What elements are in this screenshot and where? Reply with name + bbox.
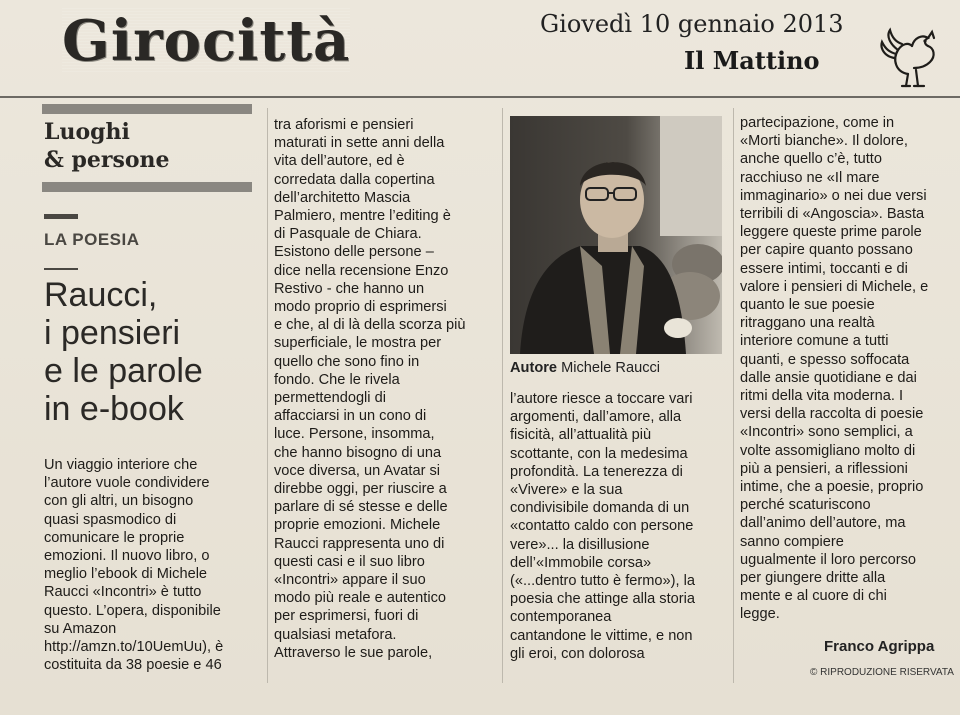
rubric-bottom-bar xyxy=(42,182,252,192)
article-text-line: sanno compiere xyxy=(740,533,844,550)
article-text-line: di Pasquale de Chiara. xyxy=(274,226,422,243)
article-text-line: questo. L’opera, disponibile xyxy=(44,602,221,619)
rooster-logo-icon xyxy=(878,24,948,90)
caption-label: Autore xyxy=(510,360,558,376)
column-divider xyxy=(733,108,734,683)
article-text-line: intime, che a poesie, proprio xyxy=(740,479,924,496)
article-text-line: valore i pensieri di Michele, e xyxy=(740,278,929,295)
article-text-line: dalle ansie quotidiane e dai xyxy=(740,369,917,386)
author-photo-illustration xyxy=(510,116,722,354)
article-text-line: affacciarsi in un cono di xyxy=(274,408,427,425)
article-text-line: dell’«Immobile corsa» xyxy=(510,554,652,571)
article-text-line: Restivo - che hanno un xyxy=(274,280,425,297)
headline-line: e le parole xyxy=(44,352,203,390)
kicker-rule xyxy=(44,214,78,219)
article-text-line: tra aforismi e pensieri xyxy=(274,117,414,133)
article-text-line: permettendogli di xyxy=(274,390,386,407)
article-text-line: ugualmente il loro percorso xyxy=(740,551,917,568)
article-text-line: proprie emozioni. Michele xyxy=(274,517,441,534)
article-column-3 xyxy=(510,390,732,663)
article-text-line: questi casi e il suo libro xyxy=(274,553,425,570)
article-text-line: modo più reale e autentico xyxy=(274,590,446,607)
article-text-line: quello che sono fino in xyxy=(274,353,420,370)
article-text-line: per giungere dritte alla xyxy=(740,570,886,587)
article-text-line: qualsiasi metafora. xyxy=(274,626,397,643)
article-text-line: corredata dalla copertina xyxy=(274,171,435,188)
article-text-line: su Amazon xyxy=(44,620,117,637)
rubric-line-2: & persone xyxy=(44,147,170,173)
article-text-line: costituita da 38 poesie e 46 xyxy=(44,657,222,674)
article-text-line: «Vivere» e la sua xyxy=(510,482,623,499)
article-text-line: più a pensieri, a riflessioni xyxy=(740,460,908,477)
publication-date: Giovedì 10 gennaio 2013 xyxy=(540,10,844,38)
article-text-line: con gli altri, un bisogno xyxy=(44,493,194,510)
article-text-line: («...dentro tutto è fermo»), la xyxy=(510,573,695,590)
article-text-line: gli eroi, con dolorosa xyxy=(510,645,645,662)
article-text-line: anche quello c’è, tutto xyxy=(740,151,882,168)
article-text-line: partecipazione, come in xyxy=(740,115,895,131)
section-rubric xyxy=(44,118,254,174)
article-text-line: per esprimersi, fuori di xyxy=(274,608,419,625)
article-text-line: quanto le sue poesie xyxy=(740,297,875,314)
newspaper-name: Il Mattino xyxy=(684,46,820,75)
article-text-line: direbbe oggi, per riuscire a xyxy=(274,481,447,498)
kicker: LA POESIA xyxy=(44,230,140,249)
author-photo xyxy=(510,116,722,354)
photo-caption xyxy=(510,360,660,376)
article-text-line: immaginario» o nei due versi xyxy=(740,187,927,204)
article-column-2 xyxy=(274,116,496,662)
headline xyxy=(44,276,254,428)
article-text-line: condivisibile domanda di un xyxy=(510,500,690,517)
article-text-line: Raucci rappresenta uno di xyxy=(274,535,445,552)
article-text-line: «contatto caldo con persone xyxy=(510,518,694,535)
article-text-line: ritmi della vita moderna. I xyxy=(740,388,904,405)
article-text-line: «Morti bianche». Il dolore, xyxy=(740,133,908,150)
article-text-line: Attraverso le sue parole, xyxy=(274,644,433,661)
article-text-line: meglio l’ebook di Michele xyxy=(44,566,208,583)
author-signature: Franco Agrippa xyxy=(824,638,935,655)
article-text-line: interiore comune a tutti xyxy=(740,333,889,350)
rubric-line-1: Luoghi xyxy=(44,119,130,145)
article-text-line: e che, al di là della scorza più xyxy=(274,317,466,334)
headline-line: i pensieri xyxy=(44,314,181,352)
article-column-1 xyxy=(44,456,266,674)
column-divider xyxy=(267,108,268,683)
headline-line: Raucci, xyxy=(44,276,158,314)
article-column-4 xyxy=(740,114,960,624)
article-text-line: volte assomigliano molto di xyxy=(740,442,916,459)
article-text-line: quanti, e spesso soffocata xyxy=(740,351,910,368)
article-text-line: maturati in sette anni della xyxy=(274,135,445,152)
article-text-line: cantandone le vittime, e non xyxy=(510,627,693,644)
article-text-line: http://amzn.to/10UemUu), è xyxy=(44,639,224,656)
article-text-line: perché scaturiscono xyxy=(740,497,871,514)
article-text-line: vita dell’autore, ed è xyxy=(274,153,405,170)
article-text-line: «Incontri» appare il suo xyxy=(274,572,426,589)
article-text-line: che hanno bisogno di una xyxy=(274,444,442,461)
article-text-line: luce. Persone, insomma, xyxy=(274,426,435,443)
article-text-line: dall’animo dell’autore, ma xyxy=(740,515,906,532)
article-text-line: fisicità, all’attualità più xyxy=(510,427,652,444)
article-text-line: «Incontri» sono semplici, a xyxy=(740,424,913,441)
article-text-line: poesia che attinge alla storia xyxy=(510,591,695,608)
article-text-line: fondo. Che le rivela xyxy=(274,371,400,388)
article-text-line: Palmiero, mentre l’editing è xyxy=(274,208,451,225)
article-text-line: versi della raccolta di poesie xyxy=(740,406,924,423)
rubric-top-bar xyxy=(42,104,252,114)
headline-line: in e-book xyxy=(44,390,184,428)
article-text-line: argomenti, dall’amore, alla xyxy=(510,409,682,426)
article-text-line: l’autore vuole condividere xyxy=(44,475,210,492)
article-text-line: voce diversa, un Avatar si xyxy=(274,462,441,479)
article-text-line: scottante, con la medesima xyxy=(510,445,688,462)
article-text-line: mente e al cuore di chi xyxy=(740,588,887,605)
masthead xyxy=(0,0,960,98)
article-text-line: Raucci «Incontri» è tutto xyxy=(44,584,202,601)
article-text-line: quasi spasmodico di xyxy=(44,511,177,528)
article-text-line: ritraggano una realtà xyxy=(740,315,875,332)
column-divider xyxy=(502,108,503,683)
copyright-notice: © RIPRODUZIONE RISERVATA xyxy=(810,667,954,678)
article-text-line: parlare di sé stesse e delle xyxy=(274,499,448,516)
article-text-line: emozioni. Il nuovo libro, o xyxy=(44,548,210,565)
article-text-line: Esistono delle persone – xyxy=(274,244,434,261)
article-text-line: leggere queste prime parole xyxy=(740,224,922,241)
article-text-line: essere intimi, toccanti e di xyxy=(740,260,908,277)
article-text-line: racchiuso ne «Il mare xyxy=(740,169,880,186)
article-text-line: profondità. La tenerezza di xyxy=(510,463,683,480)
article-text-line: per capire quanto possano xyxy=(740,242,913,259)
article-text-line: Un viaggio interiore che xyxy=(44,457,198,473)
article-text-line: comunicare le proprie xyxy=(44,529,185,546)
section-title: Girocittà xyxy=(62,8,351,74)
article-text-line: terribili di «Angoscia». Basta xyxy=(740,206,925,223)
article-text-line: l’autore riesce a toccare vari xyxy=(510,391,693,407)
article-text-line: legge. xyxy=(740,606,780,623)
article-text-line: dice nella recensione Enzo xyxy=(274,262,449,279)
article-text-line: superficiale, le mostra per xyxy=(274,335,442,352)
caption-name: Michele Raucci xyxy=(561,360,661,376)
article-text-line: vere»... la disillusione xyxy=(510,536,650,553)
headline-rule xyxy=(44,268,78,270)
article-text-line: dell’architetto Mascia xyxy=(274,189,411,206)
article-text-line: modo proprio di esprimersi xyxy=(274,299,447,316)
article-text-line: contemporanea xyxy=(510,609,612,626)
